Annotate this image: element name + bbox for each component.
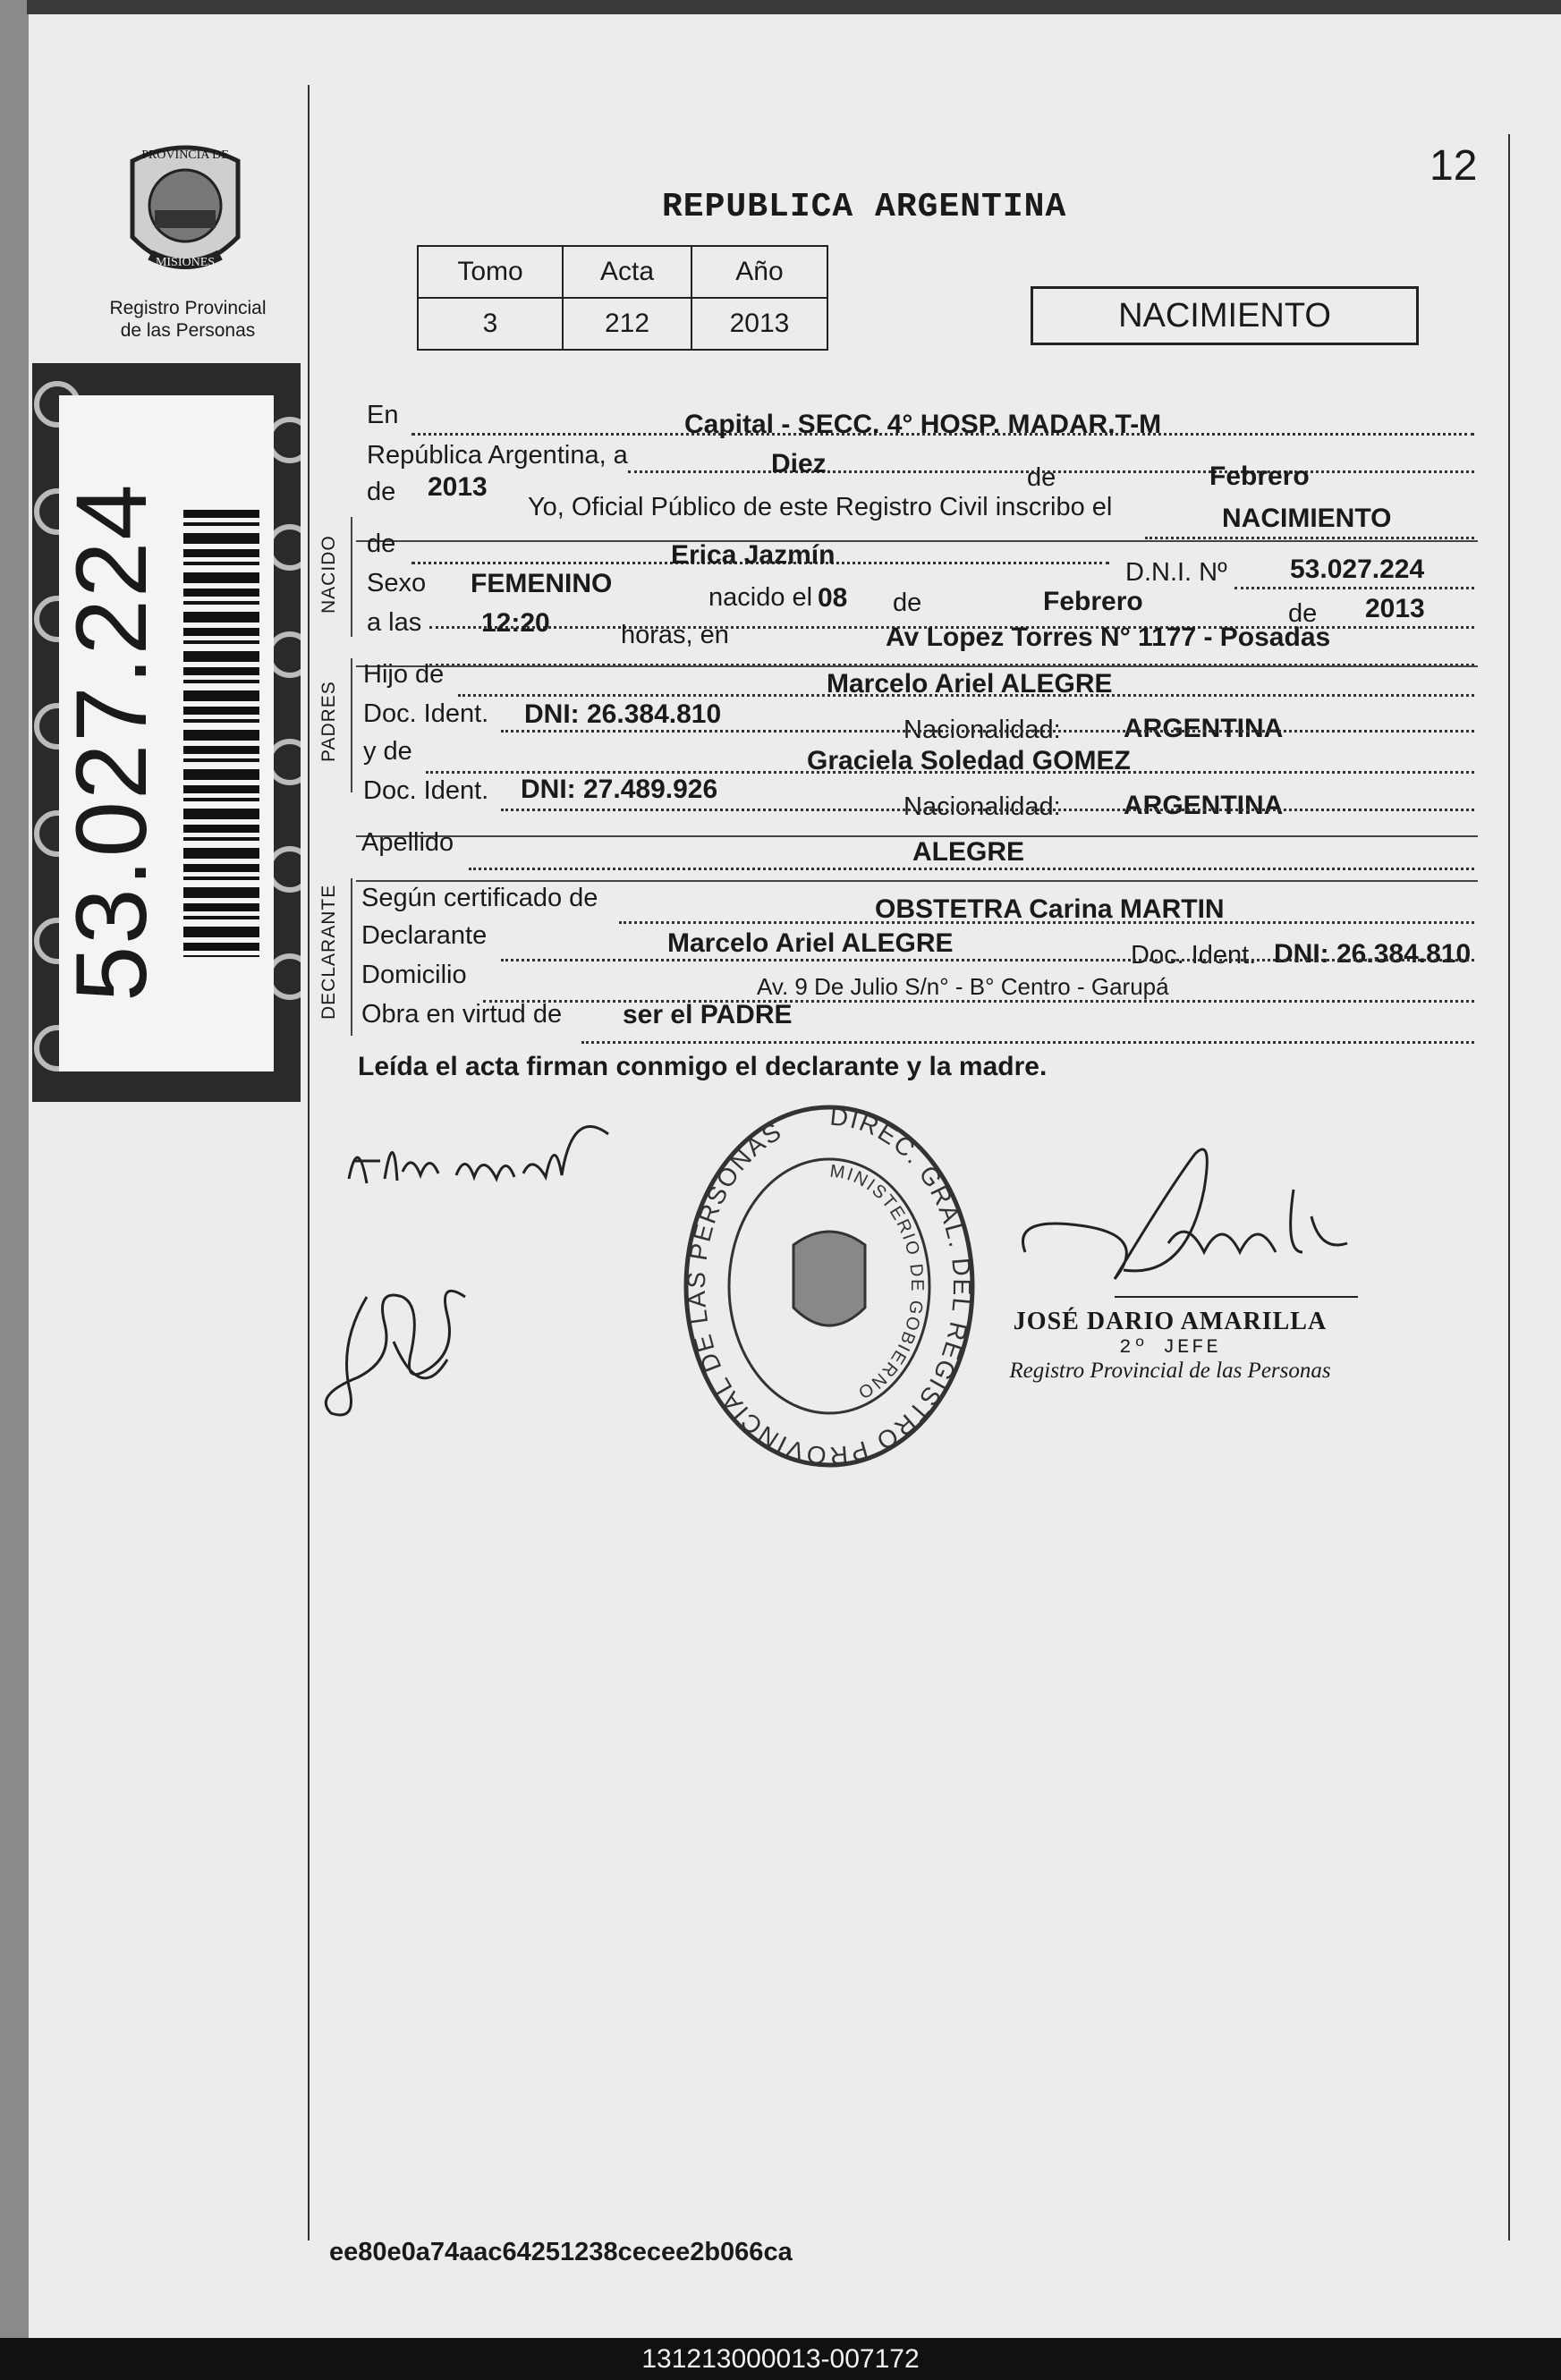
- country-title: REPUBLICA ARGENTINA: [662, 188, 1067, 226]
- official-org: Registro Provincial de las Personas: [1009, 1359, 1331, 1383]
- label-doc-ident2: Doc. Ident.: [363, 776, 489, 805]
- label-de-anio: de: [367, 478, 396, 506]
- value-nombre: Erica Jazmín: [671, 540, 836, 570]
- page-number: 12: [1430, 142, 1478, 190]
- label-y-de: y de: [363, 737, 412, 766]
- label-a-las: a las: [367, 608, 422, 637]
- value-dia: Diez: [771, 449, 827, 479]
- value-dia-nac: 08: [818, 583, 848, 613]
- label-declarante: Declarante: [361, 921, 488, 950]
- tomo-label: Tomo: [418, 246, 563, 298]
- left-margin-rule: [308, 85, 310, 2240]
- emblem-bottom-text: MISIONES: [155, 256, 216, 269]
- label-republica: República Argentina, a: [367, 441, 628, 470]
- label-apellido: Apellido: [361, 828, 454, 857]
- label-oficial: Yo, Oficial Público de este Registro Civil inscribo el: [528, 493, 1113, 521]
- value-padre: Marcelo Ariel ALEGRE: [827, 669, 1113, 699]
- closing-statement: Leída el acta firman conmigo el declarante y la madre.: [358, 1052, 1048, 1081]
- value-hora: 12:20: [481, 608, 550, 638]
- value-madre-doc: DNI: 27.489.926: [521, 775, 718, 804]
- right-margin-rule: [1508, 134, 1510, 2240]
- registry-line1: Registro Provincial: [109, 298, 267, 318]
- official-signature-block: [1009, 1308, 1331, 1384]
- value-obra: ser el PADRE: [623, 1000, 793, 1029]
- value-declarante-doc: DNI: 26.384.810: [1274, 939, 1472, 969]
- label-dni: D.N.I. Nº: [1125, 558, 1227, 587]
- barcode: [183, 510, 259, 957]
- label-nacido-el: nacido el: [708, 583, 813, 612]
- province-emblem-icon: [115, 139, 256, 291]
- label-nacionalidad2: Nacionalidad:: [904, 792, 1061, 821]
- signature-official-icon: [1007, 1136, 1365, 1315]
- official-role: 2º JEFE: [1119, 1336, 1221, 1359]
- label-de-mes-acta: de: [1027, 463, 1056, 492]
- value-apellido: ALEGRE: [912, 837, 1025, 867]
- value-lugar: Capital - SECC. 4° HOSP. MADAR.T-M: [684, 410, 1162, 439]
- document-type-box: NACIMIENTO: [1031, 286, 1419, 345]
- registry-name: [89, 297, 286, 342]
- anio-value: 2013: [691, 298, 827, 350]
- value-anio-acta: 2013: [428, 472, 488, 502]
- signature-father-icon: [340, 1098, 662, 1206]
- value-madre-nac: ARGENTINA: [1124, 791, 1284, 820]
- stamp-outer-text: DIREC. GRAL. DEL REGISTRO PROVINCIAL DE LAS PERSONAS: [682, 1102, 977, 1470]
- section-nacido: NACIDO: [318, 535, 339, 614]
- footer-code: 131213000013-007172: [0, 2338, 1561, 2380]
- acta-label: Acta: [563, 246, 691, 298]
- value-dni: 53.027.224: [1290, 555, 1425, 584]
- label-doc-ident: Doc. Ident.: [363, 699, 489, 728]
- acta-value: 212: [563, 298, 691, 350]
- value-padre-nac: ARGENTINA: [1124, 714, 1284, 743]
- value-lugar-nac: Av Lopez Torres N° 1177 - Posadas: [886, 623, 1331, 652]
- label-domicilio: Domicilio: [361, 961, 467, 989]
- label-segun: Según certificado de: [361, 884, 598, 912]
- official-stamp-icon: [682, 1102, 977, 1470]
- value-madre: Graciela Soledad GOMEZ: [807, 746, 1131, 775]
- value-mes: Febrero: [1209, 462, 1310, 491]
- value-mes-nac: Febrero: [1043, 587, 1143, 616]
- registry-line2: de las Personas: [120, 320, 256, 341]
- value-declarante: Marcelo Ariel ALEGRE: [667, 928, 954, 958]
- label-hijo-de: Hijo de: [363, 660, 445, 689]
- anio-label: Año: [691, 246, 827, 298]
- side-id-number: 53.027.224: [55, 482, 167, 1002]
- value-sexo: FEMENINO: [471, 569, 613, 598]
- label-obra: Obra en virtud de: [361, 1000, 563, 1029]
- document-hash: ee80e0a74aac64251238cecee2b066ca: [329, 2238, 793, 2266]
- value-anio-nac: 2013: [1365, 594, 1425, 623]
- tomo-value: 3: [418, 298, 563, 350]
- label-doc-ident3: Doc. Ident.: [1131, 941, 1257, 970]
- value-domicilio: Av. 9 De Julio S/n° - B° Centro - Garupá: [757, 973, 1169, 1000]
- value-acto: NACIMIENTO: [1222, 504, 1392, 533]
- scan-top-edge: [27, 0, 1561, 14]
- stamp-inner-text: MINISTERIO DE GOBIERNO: [828, 1161, 927, 1403]
- official-name: JOSÉ DARIO AMARILLA: [1013, 1308, 1328, 1335]
- value-certificado: OBSTETRA Carina MARTIN: [875, 894, 1225, 924]
- signature-left-text: Alegre Marcelo: [519, 1204, 525, 1205]
- label-horas-en: horas, en: [621, 621, 729, 649]
- signature-mother-icon: [313, 1270, 483, 1431]
- book-reference-table: [417, 245, 828, 351]
- label-en: En: [367, 401, 399, 429]
- emblem-top-text: PROVINCIA DE: [141, 148, 229, 162]
- label-nacionalidad: Nacionalidad:: [904, 716, 1061, 744]
- section-padres: PADRES: [318, 681, 339, 762]
- label-de-nombre: de: [367, 529, 396, 558]
- label-sexo: Sexo: [367, 569, 427, 597]
- section-declarante: DECLARANTE: [318, 884, 339, 1020]
- value-padre-doc: DNI: 26.384.810: [524, 699, 722, 729]
- label-de-mes: de: [893, 589, 922, 617]
- label-de-anio-nac: de: [1288, 599, 1318, 628]
